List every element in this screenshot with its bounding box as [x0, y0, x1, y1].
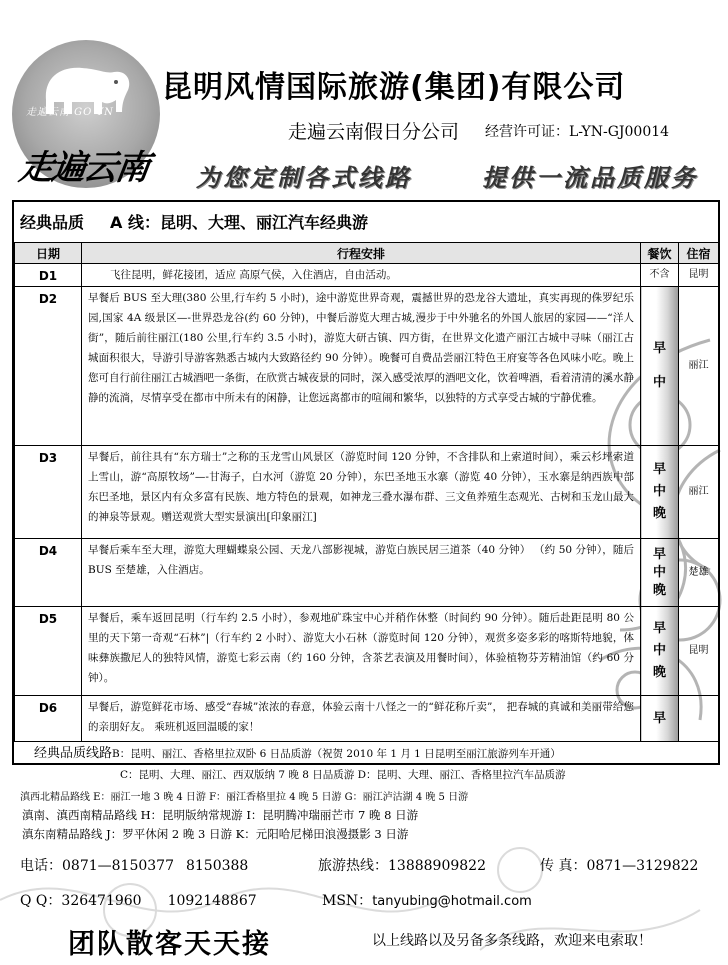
meals: 早 中 晚	[641, 607, 679, 696]
hotel: 丽江	[679, 287, 719, 446]
slogan-right: 提供一流品质服务	[482, 164, 698, 192]
route-line-b	[34, 742, 561, 761]
hotline-line	[318, 855, 486, 875]
route-heading	[20, 210, 368, 233]
hotline-number: 13888909822	[388, 858, 486, 874]
table-header-row	[15, 243, 719, 264]
company-name: 昆明风情国际旅游(集团)有限公司	[162, 70, 626, 105]
route-line-efg: 滇西北精品路线 E：丽江一地 3 晚 4 日游 F：丽江香格里拉 4 晚 5 日游 G：丽江泸沽湖 4 晚 5 日游	[20, 792, 469, 803]
slogan-left: 为您定制各式线路	[196, 164, 412, 192]
column-header-itinerary: 行程安排	[82, 243, 641, 264]
route-heading-title: A 线：昆明、大理、丽江汽车经典游	[110, 213, 368, 232]
hotel: 丽江	[679, 446, 719, 539]
hotel: 昆明	[679, 607, 719, 696]
route-line-b-text: B：昆明、丽江、香格里拉双卧 6 日品质游（祝贺 2010 年 1 月 1 日昆明至丽江旅游列车开通）	[112, 748, 561, 760]
table-row	[15, 446, 719, 539]
day-label: D4	[15, 539, 82, 607]
itinerary-box	[12, 200, 720, 765]
hotel: 昆明	[679, 264, 719, 287]
branch-name: 走遍云南假日分公司	[288, 121, 460, 143]
itinerary-text: 早餐后，乘车返回昆明（行车约 2.5 小时），参观地矿珠宝中心并稍作休整（时间约 90 分钟）。随后赴距昆明 80 公里的天下第一奇观“石林”|（行车约 2 小时）、游览大小石林（游览时间 120 分钟），观赏多姿多彩的喀斯特地貌，体味彝族撒尼人的独特风情，游览七彩云南（约 160 分钟，含茶艺表演及用餐时间），体验植物芬芳精油馆（约 60 分钟）。	[82, 607, 641, 696]
day-label: D2	[15, 287, 82, 446]
route-line-cd: C：昆明、大理、丽江、西双版纳 7 晚 8 日品质游 D：昆明、大理、丽江、香格里拉汽车品质游	[120, 769, 566, 781]
hotline-label: 旅游热线：	[318, 858, 388, 874]
table-row	[15, 539, 719, 607]
day-label: D5	[15, 607, 82, 696]
meals: 早	[641, 696, 679, 742]
logo-script-text: 走遍云南	[16, 148, 151, 188]
route-line-hi: 滇南、滇西南精品路线 H：昆明版纳常规游 I：昆明腾冲瑞丽芒市 7 晚 8 日游	[22, 808, 419, 822]
meals: 早 中	[641, 287, 679, 446]
team-slogan: 团队散客天天接	[68, 929, 271, 960]
itinerary-text: 早餐后，游览鲜花市场、感受“春城”浓浓的春意，体验云南十八怪之一的“鲜花称斤卖”， 把春城的真诚和美丽带给您的亲朋好友。 乘班机返回温暖的家！	[82, 696, 641, 742]
day-label: D1	[15, 264, 82, 287]
license-number: 经营许可证：L-YN-GJ00014	[485, 124, 670, 140]
phone-number-2: 8150388	[185, 858, 249, 874]
day-label: D3	[15, 446, 82, 539]
meals: 早 中 晚	[641, 539, 679, 607]
table-row	[15, 264, 719, 287]
msn-label: MSN：	[322, 893, 373, 909]
msn-address[interactable]: tanyubing@hotmail.com	[372, 894, 532, 909]
phone-label: 电话：	[20, 858, 62, 874]
itinerary-table	[14, 242, 719, 742]
itinerary-text: 早餐后，前往具有“东方瑞士”之称的玉龙雪山风景区（游览时间 120 分钟，不含排队和上索道时间），乘云杉坪索道上雪山，游“高原牧场”—-甘海子，白水河（游览 20 分钟），东巴圣地玉水寨（游览 40 分钟），玉水寨是纳西族中部东巴圣地，景区内有众多富有民族、地方特色的景观，如神龙三叠水瀑布群、三文鱼养殖生态观光、古树和玉龙山最大的神泉等景观。赠送观赏大型实景演出[印象丽江]	[82, 446, 641, 539]
fax-label: 传 真：	[540, 858, 587, 874]
qq-label: Q Q：	[20, 893, 62, 909]
meals: 早 中 晚	[641, 446, 679, 539]
qq-number-2: 1092148867	[167, 893, 257, 909]
bottom-note: 以上线路以及另备多条线路，欢迎来电索取！	[372, 933, 652, 949]
hotel: 楚雄	[679, 539, 719, 607]
route-line-label: 经典品质线路	[34, 746, 113, 761]
table-row	[15, 287, 719, 446]
phone-line	[20, 855, 248, 875]
column-header-hotel: 住宿	[679, 243, 719, 264]
qq-line	[20, 890, 257, 910]
phone-number-1: 0871—8150377	[62, 858, 174, 874]
meals: 不含	[641, 264, 679, 287]
table-row	[15, 696, 719, 742]
route-line-jk: 滇东南精品路线 J：罗平休闲 2 晚 3 日游 K：元阳哈尼梯田浪漫摄影 3 日游	[22, 827, 409, 841]
column-header-date: 日期	[15, 243, 82, 264]
itinerary-text: 飞往昆明，鲜花接团，适应 高原气侯，入住酒店，自由活动。	[82, 264, 641, 287]
column-header-meals: 餐饮	[641, 243, 679, 264]
route-heading-prefix: 经典品质	[20, 213, 85, 232]
hotel	[679, 696, 719, 742]
logo-ring-text: 走遍云南 GO YN	[26, 107, 114, 118]
fax-line	[540, 855, 698, 875]
day-label: D6	[15, 696, 82, 742]
msn-line	[322, 890, 532, 910]
itinerary-text: 早餐后 BUS 至大理(380 公里,行车约 5 小时)，途中游览世界奇观，震撼世界的恐龙谷大遗址，真实再现的侏罗纪乐园,国家 4A 级景区—-世界恐龙谷(约 60 分钟)，中餐后游览大理古城,漫步于中外驰名的外国人旅居的家园——“洋人街”，随后前往丽江(180 公里,行车约 3.5 小时)，游览大研古镇、四方街，在世界文化遗产丽江古城中寻味（丽江古城面积很大，导游引导游客熟悉古城内大致路径约 90 分钟）。晚餐可自费品尝丽江特色王府宴等各色风味小吃。晚上您可自行前往丽江古城酒吧一条街，在欣赏古城夜景的同时，深入感受浓厚的酒吧文化，饮着啤酒，看着清清的溪水静静的流淌，尽情享受在都市中所未有的闲静，让您远离都市的喧闹和繁华，以独特的方式享受古城的宁静优雅。	[82, 287, 641, 446]
table-row	[15, 607, 719, 696]
qq-number-1: 326471960	[61, 893, 142, 909]
fax-number: 0871—3129822	[586, 858, 699, 874]
itinerary-text: 早餐后乘车至大理，游览大理蝴蝶泉公园、天龙八部影视城，游览白族民居三道茶（40 分钟） （约 50 分钟），随后 BUS 至楚雄，入住酒店。	[82, 539, 641, 607]
